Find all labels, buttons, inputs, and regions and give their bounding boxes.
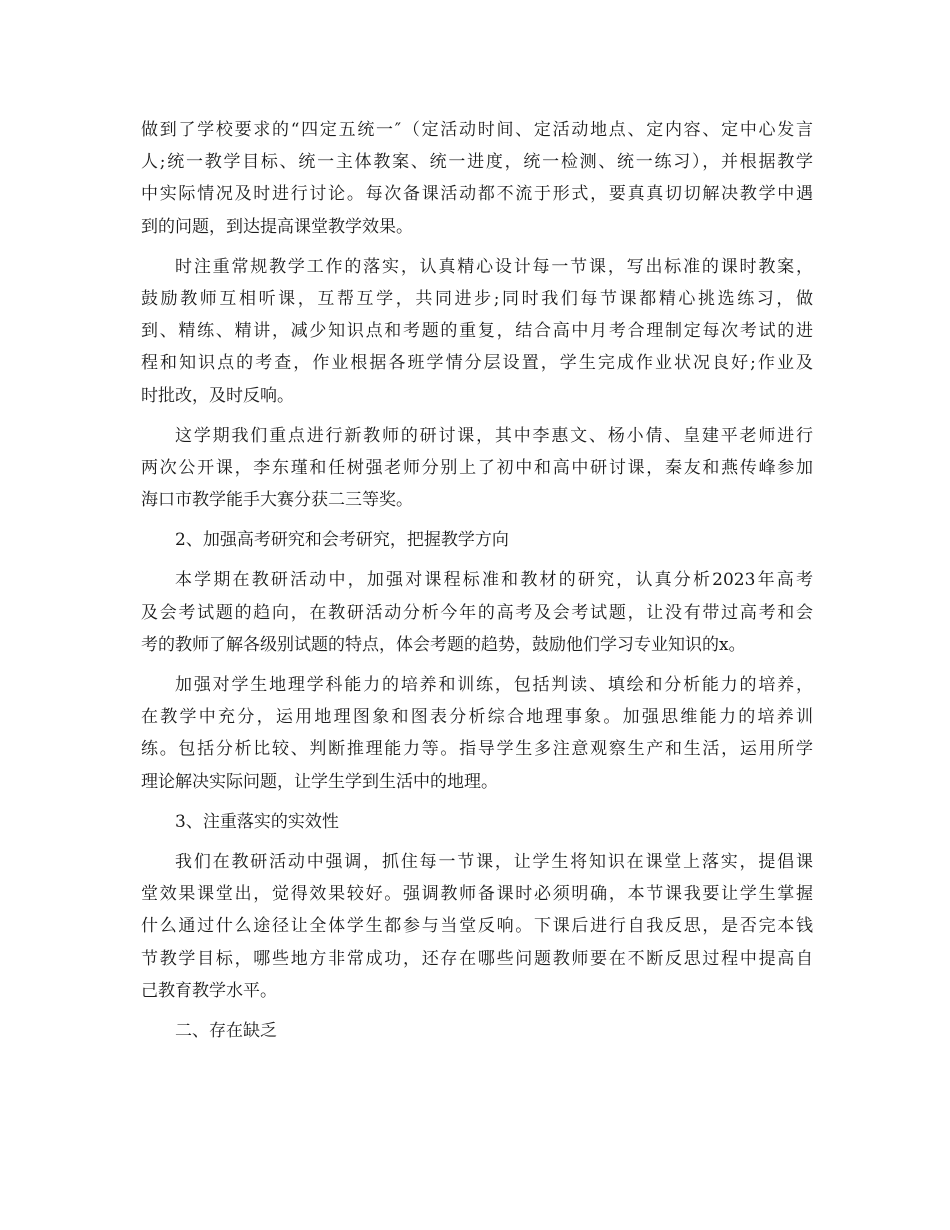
text-line: 这学期我们重点进行新教师的研讨课，其中李惠文、杨小倩、皇建平老师进行 [175, 425, 813, 446]
text-line: 堂效果课堂出，觉得效果较好。强调教师备课时必须明确，本节课我要让学生掌握 [141, 884, 813, 905]
text-line: 及会考试题的趋向，在教研活动分析今年的高考及会考试题，让没有带过高考和会 [141, 602, 813, 623]
document-body [141, 114, 813, 1055]
text-line: 到的问题，到达提高课堂教学效果。 [141, 216, 413, 237]
text-line: 己教育教学水平。 [141, 980, 277, 1001]
heading-line: 3、注重落实的实效性 [175, 811, 339, 832]
text-line: 中实际情况及时进行讨论。每次备课活动都不流于形式，要真真切切解决教学中遇 [141, 184, 813, 205]
text-line: 海口市教学能手大赛分获二三等奖。 [141, 490, 413, 511]
text-line: 两次公开课，李东瑾和任树强老师分别上了初中和高中研讨课，秦友和燕传峰参加 [141, 457, 813, 478]
text-line: 到、精练、精讲，减少知识点和考题的重复，结合高中月考合理制定每次考试的进 [141, 321, 813, 342]
text-line: 鼓励教师互相听课，互帮互学，共同进步;同时我们每节课都精心挑选练习，做 [141, 288, 813, 309]
text-line: 加强对学生地理学科能力的培养和训练，包括判读、填绘和分析能力的培养， [175, 675, 813, 695]
text-line: 本学期在教研活动中，加强对课程标准和教材的研究，认真分析2023年高考 [175, 570, 813, 591]
heading-line: 二、存在缺乏 [175, 1020, 277, 1041]
paragraph-4 [141, 564, 813, 661]
text-line: 做到了学校要求的“四定五统一″（定活动时间、定活动地点、定内容、定中心发言 [141, 120, 813, 140]
text-line: 考的教师了解各级别试题的特点，体会考题的趋势，鼓励他们学习专业知识的x。 [141, 634, 746, 655]
paragraph-2 [141, 251, 813, 412]
section-heading-3 [141, 806, 813, 838]
text-line: 时注重常规教学工作的落实，认真精心设计每一节课，写出标准的课时教案， [175, 256, 813, 277]
text-line: 人;统一教学目标、统一主体教案、统一进度，统一检测、统一练习），并根据教学 [141, 152, 813, 173]
text-line: 理论解决实际问题，让学生学到生活中的地理。 [141, 771, 498, 792]
paragraph-5 [141, 669, 813, 798]
paragraph-3 [141, 420, 813, 517]
paragraph-1 [141, 114, 813, 243]
paragraph-6 [141, 846, 813, 1007]
section-heading-two [141, 1015, 813, 1047]
text-line: 什么通过什么途径让全体学生都参与当堂反响。下课后进行自我反思，是否完本钱 [141, 916, 813, 937]
text-line: 节教学目标，哪些地方非常成功，还存在哪些问题教师要在不断反思过程中提高自 [141, 948, 813, 969]
text-line: 在教学中充分，运用地理图象和图表分析综合地理事象。加强思维能力的培养训 [141, 707, 813, 728]
text-line: 时批改，及时反响。 [141, 385, 294, 406]
text-line: 我们在教研活动中强调，抓住每一节课，让学生将知识在课堂上落实，提倡课 [175, 851, 813, 872]
text-line: 程和知识点的考查，作业根据各班学情分层设置，学生完成作业状况良好;作业及 [141, 353, 813, 374]
text-line: 练。包括分析比较、判断推理能力等。指导学生多注意观察生产和生活，运用所学 [141, 739, 813, 760]
section-heading-2 [141, 524, 813, 556]
heading-line: 2、加强高考研究和会考研究，把握教学方向 [175, 530, 509, 551]
